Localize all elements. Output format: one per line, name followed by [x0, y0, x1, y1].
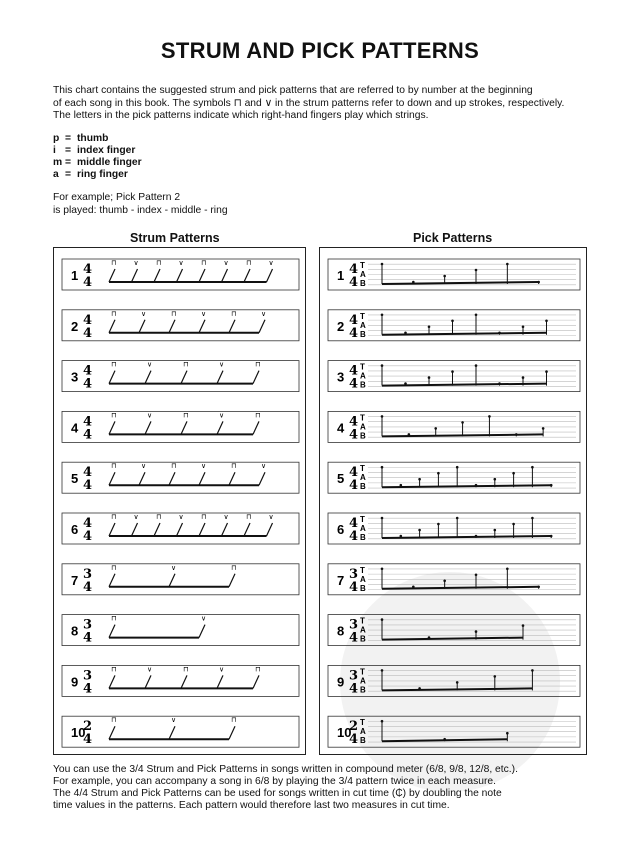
- pattern-number: 9: [337, 674, 345, 690]
- pattern-number: 7: [337, 572, 345, 588]
- tab-letter: B: [360, 431, 366, 441]
- time-signature-top: 4: [349, 363, 359, 379]
- pick-note-head: [381, 618, 384, 621]
- tab-letter: B: [360, 380, 366, 390]
- time-signature-bottom: 4: [83, 427, 93, 443]
- time-signature-bottom: 4: [83, 275, 93, 290]
- time-signature-top: 4: [83, 465, 93, 481]
- strum-stroke: [169, 726, 175, 739]
- time-signature-top: 4: [349, 516, 359, 531]
- time-signature-bottom: 4: [83, 376, 93, 392]
- pick-note-head: [428, 326, 431, 329]
- beam: [382, 434, 543, 436]
- pick-note-head: [443, 275, 446, 278]
- tab-letter: A: [360, 422, 366, 432]
- strum-stroke: [229, 472, 235, 485]
- pattern-number: 3: [337, 369, 345, 385]
- staff-frame: [62, 564, 299, 595]
- time-signature-top: 3: [349, 668, 359, 684]
- pattern-number: 6: [71, 522, 79, 537]
- down-stroke-icon: ⊓: [111, 259, 117, 267]
- pick-patterns-graphic: [320, 248, 588, 756]
- pick-note-head: [456, 681, 459, 684]
- pick-note-head: [381, 466, 384, 469]
- pattern-number: 9: [71, 674, 79, 690]
- pick-note-head: [437, 523, 440, 526]
- time-signature-top: 2: [349, 719, 359, 735]
- down-stroke-icon: ⊓: [183, 411, 189, 420]
- strum-stroke: [109, 269, 115, 282]
- tab-letter: B: [360, 685, 366, 695]
- time-signature-top: 4: [83, 516, 93, 531]
- down-stroke-icon: ⊓: [255, 360, 261, 369]
- pick-note-head: [381, 517, 384, 520]
- pattern-number: 8: [71, 623, 79, 639]
- down-stroke-icon: ⊓: [183, 665, 189, 674]
- time-signature-bottom: 4: [83, 529, 93, 544]
- strum-stroke: [109, 574, 115, 587]
- tab-letter: B: [360, 736, 366, 746]
- up-stroke-icon: ∨: [147, 665, 153, 674]
- up-stroke-icon: ∨: [141, 462, 147, 471]
- legend-label: ring finger: [77, 169, 128, 180]
- up-stroke-icon: ∨: [201, 309, 207, 318]
- tab-letter: T: [360, 362, 365, 372]
- time-signature-bottom: 4: [349, 427, 359, 443]
- legend-row: i = index finger: [53, 145, 136, 156]
- time-signature-bottom: 4: [349, 579, 359, 595]
- pick-note-head: [434, 427, 437, 430]
- legend-row: m = middle finger: [53, 157, 142, 168]
- pattern-number: 1: [337, 268, 345, 283]
- pick-note-head: [475, 574, 478, 577]
- down-stroke-icon: ⊓: [111, 411, 117, 420]
- time-signature-top: 4: [83, 414, 93, 430]
- staff-frame: [62, 665, 299, 696]
- strum-stroke: [199, 320, 205, 333]
- pick-note-head: [437, 472, 440, 475]
- time-signature-top: 3: [83, 617, 93, 633]
- time-signature-bottom: 4: [83, 681, 93, 697]
- strum-stroke: [217, 675, 223, 688]
- strum-stroke: [132, 269, 138, 282]
- up-stroke-icon: ∨: [141, 309, 147, 318]
- intro-line: of each song in this book. The symbols ⊓ and ∨ in the strum patterns refer to down and up strokes, respectively.: [53, 97, 565, 109]
- tab-letter: B: [360, 329, 366, 339]
- strum-stroke: [145, 675, 151, 688]
- example-text: [53, 192, 228, 217]
- down-stroke-icon: ⊓: [255, 665, 261, 674]
- strum-stroke: [229, 320, 235, 333]
- pick-note-head: [512, 523, 515, 526]
- tab-letter: B: [360, 634, 366, 644]
- pattern-number: 7: [71, 572, 79, 588]
- strum-stroke: [259, 320, 265, 333]
- time-signature-top: 2: [83, 719, 93, 735]
- pick-note-head: [494, 478, 497, 481]
- strum-stroke: [253, 421, 259, 434]
- strum-stroke: [222, 269, 228, 282]
- pick-note-head: [506, 568, 509, 571]
- strum-stroke: [109, 320, 115, 333]
- pick-note-head: [531, 517, 534, 520]
- pick-note-head: [531, 466, 534, 469]
- time-signature-bottom: 4: [349, 732, 359, 748]
- down-stroke-icon: ⊓: [111, 563, 117, 572]
- footer-line: For example, you can accompany a song in 6/8 by playing the 3/4 pattern twice in each measure.: [53, 776, 497, 787]
- time-signature-bottom: 4: [349, 275, 359, 290]
- strum-stroke: [253, 675, 259, 688]
- legend-label: thumb: [77, 133, 109, 144]
- up-stroke-icon: ∨: [133, 513, 139, 521]
- strum-stroke: [109, 421, 115, 434]
- pick-note-head: [512, 472, 515, 475]
- pattern-number: 2: [337, 318, 345, 334]
- down-stroke-icon: ⊓: [111, 513, 117, 521]
- tab-letter: A: [360, 727, 366, 737]
- pick-note-head: [475, 269, 478, 272]
- legend-label: middle finger: [77, 157, 142, 168]
- pick-note-head: [545, 320, 548, 323]
- down-stroke-icon: ⊓: [231, 563, 237, 572]
- time-signature-bottom: 4: [349, 529, 359, 544]
- strum-stroke: [109, 523, 115, 536]
- time-signature-bottom: 4: [349, 681, 359, 697]
- staff-frame: [62, 615, 299, 646]
- strum-stroke: [267, 269, 273, 282]
- down-stroke-icon: ⊓: [183, 360, 189, 369]
- down-stroke-icon: ⊓: [255, 411, 261, 420]
- strum-patterns-panel: [53, 247, 306, 755]
- pick-note-head: [451, 370, 454, 373]
- pick-note-head: [381, 720, 384, 723]
- tab-letter: T: [360, 565, 365, 575]
- up-stroke-icon: ∨: [201, 462, 207, 471]
- tab-letter: B: [360, 279, 366, 288]
- down-stroke-icon: ⊓: [111, 462, 117, 471]
- pick-note-head: [545, 370, 548, 373]
- tab-letter: T: [360, 515, 365, 524]
- tab-letter: T: [360, 464, 365, 474]
- pattern-number: 1: [71, 268, 79, 283]
- down-stroke-icon: ⊓: [171, 462, 177, 471]
- up-stroke-icon: ∨: [268, 513, 274, 521]
- intro-text: [53, 85, 593, 123]
- down-stroke-icon: ⊓: [231, 716, 237, 725]
- time-signature-top: 3: [349, 617, 359, 633]
- pick-note-head: [443, 580, 446, 583]
- strum-stroke: [145, 371, 151, 384]
- up-stroke-icon: ∨: [178, 513, 184, 521]
- finger-legend: [53, 133, 142, 181]
- page-title: STRUM AND PICK PATTERNS: [160, 38, 480, 63]
- pick-note-head: [381, 669, 384, 672]
- pick-note-head: [461, 421, 464, 424]
- beam: [382, 688, 532, 690]
- pick-note-head: [475, 630, 478, 633]
- strum-stroke: [222, 523, 228, 536]
- pick-note-head: [456, 517, 459, 520]
- pattern-number: 4: [337, 420, 345, 436]
- staff-frame: [62, 716, 299, 747]
- up-stroke-icon: ∨: [219, 665, 225, 674]
- pick-note-head: [488, 415, 491, 418]
- pick-note-head: [522, 376, 525, 379]
- pattern-number: 2: [71, 318, 79, 334]
- time-signature-top: 3: [83, 566, 93, 582]
- tab-letter: B: [360, 482, 366, 492]
- time-signature-bottom: 4: [349, 376, 359, 392]
- pick-note-head: [494, 529, 497, 532]
- strum-stroke: [244, 269, 250, 282]
- tab-letter: A: [360, 371, 366, 381]
- strum-stroke: [217, 421, 223, 434]
- time-signature-bottom: 4: [83, 732, 93, 748]
- beam: [382, 739, 507, 741]
- up-stroke-icon: ∨: [219, 411, 225, 420]
- strum-stroke: [139, 472, 145, 485]
- pick-note-head: [418, 529, 421, 532]
- tab-letter: T: [360, 311, 365, 321]
- strum-stroke: [199, 523, 205, 536]
- pick-note-head: [494, 675, 497, 678]
- pick-note-head: [428, 376, 431, 379]
- strum-stroke: [244, 523, 250, 536]
- pick-note-head: [542, 427, 545, 430]
- strum-stroke: [177, 523, 183, 536]
- down-stroke-icon: ⊓: [246, 259, 252, 267]
- pattern-number: 5: [71, 471, 79, 487]
- down-stroke-icon: ⊓: [111, 360, 117, 369]
- up-stroke-icon: ∨: [268, 259, 274, 267]
- beam: [382, 536, 551, 538]
- up-stroke-icon: ∨: [147, 411, 153, 420]
- tab-letter: A: [360, 270, 366, 279]
- legend-label: index finger: [77, 145, 136, 156]
- tab-letter: A: [360, 574, 366, 584]
- up-stroke-icon: ∨: [178, 259, 184, 267]
- down-stroke-icon: ⊓: [111, 614, 117, 623]
- example-line: For example; Pick Pattern 2: [53, 192, 181, 203]
- time-signature-bottom: 4: [349, 630, 359, 646]
- tab-letter: B: [360, 533, 366, 542]
- staff-frame: [62, 411, 299, 442]
- up-stroke-icon: ∨: [223, 259, 229, 267]
- tab-letter: A: [360, 320, 366, 330]
- time-signature-top: 4: [349, 414, 359, 430]
- pick-patterns-heading: Pick Patterns: [413, 231, 493, 245]
- up-stroke-icon: ∨: [261, 309, 267, 318]
- strum-stroke: [199, 625, 205, 638]
- up-stroke-icon: ∨: [147, 360, 153, 369]
- strum-stroke: [181, 675, 187, 688]
- down-stroke-icon: ⊓: [111, 716, 117, 725]
- pick-note-head: [456, 466, 459, 469]
- footer-text: [53, 764, 603, 812]
- down-stroke-icon: ⊓: [156, 513, 162, 521]
- intro-line: The letters in the pick patterns indicate which right-hand fingers play which strings.: [53, 110, 429, 121]
- pick-note-head: [522, 624, 525, 627]
- strum-stroke: [109, 472, 115, 485]
- up-stroke-icon: ∨: [219, 360, 225, 369]
- strum-stroke: [109, 625, 115, 638]
- tab-letter: B: [360, 583, 366, 593]
- strum-stroke: [229, 726, 235, 739]
- down-stroke-icon: ⊓: [246, 513, 252, 521]
- strum-stroke: [132, 523, 138, 536]
- pick-note-head: [451, 320, 454, 323]
- time-signature-top: 4: [83, 262, 93, 277]
- strum-stroke: [199, 472, 205, 485]
- legend-key: p: [53, 133, 60, 144]
- up-stroke-icon: ∨: [171, 716, 177, 725]
- down-stroke-icon: ⊓: [156, 259, 162, 267]
- pick-note-head: [475, 314, 478, 317]
- down-stroke-icon: ⊓: [171, 309, 177, 318]
- up-stroke-icon: ∨: [133, 259, 139, 267]
- tab-letter: A: [360, 473, 366, 483]
- strum-patterns-graphic: [54, 248, 307, 756]
- tab-letter: T: [360, 667, 365, 677]
- legend-key: i: [53, 145, 56, 156]
- pick-note-head: [475, 364, 478, 367]
- pattern-number: 10: [71, 725, 86, 741]
- time-signature-bottom: 4: [83, 478, 93, 494]
- time-signature-bottom: 4: [83, 325, 93, 341]
- strum-stroke: [145, 421, 151, 434]
- time-signature-top: 3: [83, 668, 93, 684]
- strum-stroke: [169, 472, 175, 485]
- strum-patterns-heading: Strum Patterns: [130, 231, 220, 245]
- up-stroke-icon: ∨: [201, 614, 207, 623]
- pick-note-head: [381, 263, 384, 266]
- footer-line: You can use the 3/4 Strum and Pick Patterns in songs written in compound meter (6/8, 9/8, 12/8, etc.).: [53, 764, 518, 775]
- time-signature-top: 4: [349, 465, 359, 481]
- legend-row: a = ring finger: [53, 169, 128, 180]
- pick-note-head: [381, 314, 384, 317]
- legend-row: p = thumb: [53, 133, 109, 144]
- footer-line: time values in the patterns. Each pattern would therefore last two measures in cut time.: [53, 800, 450, 811]
- strum-stroke: [109, 726, 115, 739]
- strum-stroke: [154, 523, 160, 536]
- time-signature-bottom: 4: [83, 579, 93, 595]
- beam: [382, 485, 551, 487]
- tab-letter: T: [360, 413, 365, 423]
- time-signature-top: 4: [83, 312, 93, 328]
- pick-note-head: [381, 364, 384, 367]
- time-signature-bottom: 4: [349, 478, 359, 494]
- strum-stroke: [217, 371, 223, 384]
- pick-note-head: [418, 478, 421, 481]
- strum-stroke: [154, 269, 160, 282]
- pick-note-head: [506, 263, 509, 266]
- tab-letter: A: [360, 625, 366, 635]
- time-signature-bottom: 4: [83, 630, 93, 646]
- legend-key: m: [53, 157, 63, 168]
- down-stroke-icon: ⊓: [231, 309, 237, 318]
- strum-stroke: [181, 371, 187, 384]
- pick-note-head: [381, 568, 384, 571]
- tab-letter: A: [360, 676, 366, 686]
- time-signature-top: 3: [349, 566, 359, 582]
- up-stroke-icon: ∨: [171, 563, 177, 572]
- tab-letter: T: [360, 261, 365, 270]
- up-stroke-icon: ∨: [261, 462, 267, 471]
- time-signature-top: 4: [349, 262, 359, 277]
- legend-key: a: [53, 169, 59, 180]
- beam: [382, 638, 523, 640]
- pattern-number: 8: [337, 623, 345, 639]
- strum-stroke: [109, 675, 115, 688]
- strum-stroke: [139, 320, 145, 333]
- intro-line: This chart contains the suggested strum and pick patterns that are referred to by number at the beginning: [53, 85, 533, 96]
- up-stroke-icon: ∨: [223, 513, 229, 521]
- tab-letter: T: [360, 616, 365, 626]
- down-stroke-icon: ⊓: [111, 309, 117, 318]
- staff-frame: [62, 361, 299, 392]
- footer-line: The 4/4 Strum and Pick Patterns can be used for songs written in cut time (₵) by doubling the note: [53, 788, 502, 799]
- strum-stroke: [267, 523, 273, 536]
- pattern-number: 10: [337, 725, 352, 741]
- time-signature-top: 4: [349, 312, 359, 328]
- strum-stroke: [177, 269, 183, 282]
- strum-stroke: [109, 371, 115, 384]
- down-stroke-icon: ⊓: [111, 665, 117, 674]
- pick-note-head: [531, 669, 534, 672]
- pattern-number: 5: [337, 471, 345, 487]
- pick-note-head: [506, 732, 509, 735]
- tab-letter: T: [360, 718, 365, 728]
- strum-stroke: [169, 574, 175, 587]
- down-stroke-icon: ⊓: [201, 513, 207, 521]
- time-signature-top: 4: [83, 363, 93, 379]
- strum-stroke: [199, 269, 205, 282]
- down-stroke-icon: ⊓: [231, 462, 237, 471]
- pattern-number: 6: [337, 522, 345, 537]
- example-line: is played: thumb - index - middle - ring: [53, 204, 228, 216]
- pick-patterns-panel: [319, 247, 587, 755]
- pattern-number: 3: [71, 369, 79, 385]
- tab-letter: A: [360, 524, 366, 533]
- strum-stroke: [253, 371, 259, 384]
- pattern-number: 4: [71, 420, 79, 436]
- down-stroke-icon: ⊓: [201, 259, 207, 267]
- strum-stroke: [229, 574, 235, 587]
- strum-stroke: [169, 320, 175, 333]
- strum-stroke: [181, 421, 187, 434]
- strum-stroke: [259, 472, 265, 485]
- beam: [382, 282, 539, 284]
- beam: [382, 587, 539, 589]
- pick-note-head: [522, 326, 525, 329]
- pick-note-head: [381, 415, 384, 418]
- time-signature-bottom: 4: [349, 325, 359, 341]
